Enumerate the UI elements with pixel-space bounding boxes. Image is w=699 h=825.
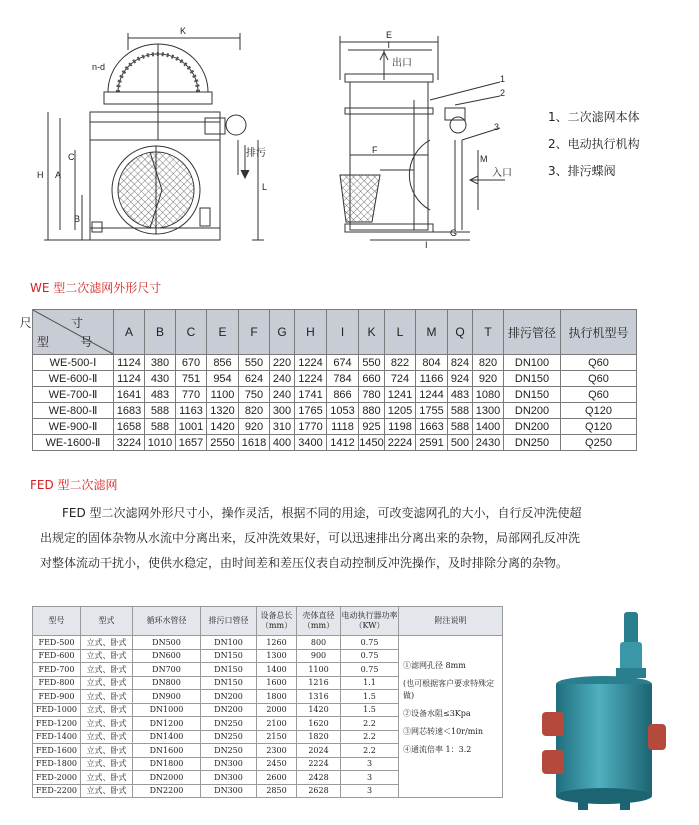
model-cell: FED-1800 — [33, 757, 81, 771]
table-cell: 1053 — [327, 403, 359, 419]
model-cell: WE-800-Ⅱ — [33, 403, 114, 419]
table-cell: Q60 — [561, 387, 637, 403]
fed-column-header: 电动执行器功率（KW） — [341, 607, 399, 636]
label-outlet: 出口 — [392, 58, 412, 69]
table-cell: 2100 — [257, 717, 297, 731]
table-cell: DN1400 — [133, 730, 201, 744]
table-cell: DN600 — [133, 649, 201, 663]
table-cell: 588 — [145, 419, 176, 435]
table-cell: 立式、卧式 — [81, 676, 133, 690]
table-cell: DN2000 — [133, 771, 201, 785]
table-cell: DN200 — [504, 419, 561, 435]
table-cell: DN300 — [201, 784, 257, 798]
fed-column-header: 循环水管径 — [133, 607, 201, 636]
table-cell: 824 — [448, 355, 473, 371]
fed-description-line: 对整体流动干扰小，使供水稳定，由时间差和差压仪表自动控制反冲洗操作，及时排除分离的杂物。 — [40, 556, 569, 570]
table-cell: 880 — [359, 403, 385, 419]
table-cell: DN150 — [504, 387, 561, 403]
table-cell: 2300 — [257, 744, 297, 758]
table-cell: 2224 — [297, 757, 341, 771]
table-row — [33, 419, 637, 435]
we-column-header: C — [176, 310, 207, 355]
table-cell: 800 — [297, 636, 341, 650]
table-cell: 770 — [176, 387, 207, 403]
we-column-header: I — [327, 310, 359, 355]
table-cell: 立式、卧式 — [81, 703, 133, 717]
table-cell: DN1600 — [133, 744, 201, 758]
fed-filter-product-photo — [538, 612, 670, 812]
table-cell: 483 — [448, 387, 473, 403]
table-cell: 550 — [239, 355, 270, 371]
we-column-header: M — [416, 310, 448, 355]
table-cell: 1420 — [297, 703, 341, 717]
model-cell: FED-1600 — [33, 744, 81, 758]
model-cell: FED-1000 — [33, 703, 81, 717]
table-cell: 2000 — [257, 703, 297, 717]
table-cell: DN300 — [201, 757, 257, 771]
table-cell: 430 — [145, 371, 176, 387]
table-cell: 1450 — [359, 436, 384, 449]
side-view-drawing — [44, 33, 264, 240]
model-cell: WE-600-Ⅱ — [33, 371, 114, 387]
table-cell: 784 — [327, 371, 359, 387]
label-nd: n-d — [92, 62, 106, 72]
table-cell: 1600 — [257, 676, 297, 690]
table-cell: 1118 — [327, 419, 359, 435]
table-cell: 2024 — [297, 744, 341, 758]
fed-section-title: FED 型二次滤网 — [30, 478, 118, 492]
table-cell: DN1800 — [133, 757, 201, 771]
fed-header-row — [33, 607, 503, 636]
table-cell: 1.5 — [341, 690, 399, 704]
model-cell: FED-1400 — [33, 730, 81, 744]
table-cell: DN1000 — [133, 703, 201, 717]
front-view-labels — [372, 30, 512, 250]
table-cell: 1001 — [176, 419, 207, 435]
legend-item: 1、二次滤网本体 — [548, 110, 640, 124]
table-cell: 1320 — [207, 403, 239, 419]
table-cell: DN100 — [504, 355, 561, 371]
table-cell: DN1200 — [133, 717, 201, 731]
we-header-model-label: 型 号 — [37, 335, 107, 349]
model-cell: FED-600 — [33, 649, 81, 663]
note-item: ③网芯转速＜10r/min — [403, 727, 483, 736]
table-cell: DN150 — [504, 371, 561, 387]
table-cell: 900 — [297, 649, 341, 663]
table-cell: 660 — [359, 371, 385, 387]
fed-column-header: 型式 — [81, 607, 133, 636]
table-cell: 300 — [270, 403, 295, 419]
table-cell: 1412 — [327, 435, 359, 451]
table-cell: 2150 — [257, 730, 297, 744]
table-cell: Q60 — [561, 371, 637, 387]
table-cell: DN150 — [201, 649, 257, 663]
drawing-legend — [548, 104, 640, 185]
table-cell: 1741 — [295, 387, 327, 403]
table-cell: 954 — [207, 371, 239, 387]
table-cell: 1124 — [114, 355, 145, 371]
table-cell: 1400 — [257, 663, 297, 677]
table-cell: Q250 — [561, 435, 637, 451]
table-cell: 780 — [359, 387, 385, 403]
table-cell: 1765 — [295, 403, 327, 419]
table-row — [33, 387, 637, 403]
label-inlet: 入口 — [492, 168, 512, 179]
we-column-header: A — [114, 310, 145, 355]
table-cell: 2.2 — [341, 730, 399, 744]
table-cell: DN900 — [133, 690, 201, 704]
table-cell: 1400 — [473, 419, 504, 435]
table-cell: 1300 — [473, 403, 504, 419]
table-cell: 2224 — [385, 435, 416, 451]
table-cell: DN2200 — [133, 784, 201, 798]
table-cell: 2430 — [473, 435, 504, 451]
table-cell: 1657 — [176, 435, 207, 451]
note-item: ②设备水阻≤3Kpa — [403, 709, 471, 718]
table-row — [33, 371, 637, 387]
fed-description-line: 出规定的固体杂物从水流中分离出来，反冲洗效果好，可以迅速排出分离出来的杂物，局部网孔反冲洗 — [40, 531, 581, 545]
table-cell: 550 — [359, 355, 385, 371]
table-cell: DN250 — [504, 435, 561, 451]
label-i: I — [425, 240, 428, 250]
model-cell: WE-700-Ⅱ — [33, 387, 114, 403]
table-cell: Q120 — [561, 419, 637, 435]
table-cell: 588 — [448, 403, 473, 419]
we-column-header: Q — [448, 310, 473, 355]
we-column-header: F — [239, 310, 270, 355]
table-cell: 1683 — [114, 403, 145, 419]
table-cell: 380 — [145, 355, 176, 371]
table-cell: 751 — [176, 371, 207, 387]
label-b: B — [74, 214, 81, 224]
model-cell: FED-900 — [33, 690, 81, 704]
table-cell: 920 — [239, 419, 270, 435]
legend-item: 2、电动执行机构 — [548, 137, 640, 151]
table-cell: 820 — [239, 403, 270, 419]
table-cell: 1224 — [295, 355, 327, 371]
table-cell: 483 — [145, 387, 176, 403]
label-e: E — [386, 30, 393, 40]
table-row — [33, 636, 503, 650]
we-column-header: E — [207, 310, 239, 355]
front-view-drawing — [340, 36, 505, 240]
table-row — [33, 403, 637, 419]
table-cell: 1216 — [297, 676, 341, 690]
table-cell: 2428 — [297, 771, 341, 785]
table-cell: 3224 — [114, 435, 145, 451]
table-cell: 0.75 — [341, 649, 399, 663]
table-cell: 立式、卧式 — [81, 771, 133, 785]
table-cell: 0.75 — [341, 663, 399, 677]
table-cell: 1100 — [297, 663, 341, 677]
table-cell: DN800 — [133, 676, 201, 690]
fed-description-line: FED 型二次滤网外形尺寸小，操作灵活，根据不同的用途，可改变滤网孔的大小，自行反冲洗使超 — [62, 506, 582, 520]
we-dimension-table — [19, 309, 637, 451]
table-cell: DN250 — [201, 744, 257, 758]
table-cell: DN300 — [201, 771, 257, 785]
table-cell: 1300 — [257, 649, 297, 663]
we-header-corner — [19, 310, 114, 355]
table-cell: 1260 — [257, 636, 297, 650]
note-item: ①滤网孔径 8mm — [403, 661, 466, 670]
table-cell: 1.5 — [341, 703, 399, 717]
table-cell: 856 — [207, 355, 239, 371]
table-cell: 2550 — [207, 435, 239, 451]
label-l: L — [262, 182, 268, 192]
table-cell: 670 — [176, 355, 207, 371]
label-m: M — [480, 154, 488, 164]
table-cell: 3 — [341, 784, 399, 798]
fed-column-header: 排污口管径 — [201, 607, 257, 636]
table-cell: 1316 — [297, 690, 341, 704]
table-cell: DN150 — [201, 676, 257, 690]
table-cell: 1641 — [114, 387, 145, 403]
model-cell: FED-500 — [33, 636, 81, 650]
table-cell: 1420 — [207, 419, 239, 435]
we-column-header: B — [145, 310, 176, 355]
fed-column-header: 附注说明 — [399, 607, 503, 636]
table-cell: 866 — [327, 387, 359, 403]
we-section-title: WE 型二次滤网外形尺寸 — [30, 281, 162, 295]
table-cell: Q60 — [561, 355, 637, 371]
table-cell: DN250 — [201, 730, 257, 744]
notes-cell — [399, 636, 503, 798]
model-cell: WE-1600-Ⅱ — [33, 435, 114, 451]
we-column-header: 排污管径 — [504, 310, 561, 355]
table-cell: 2591 — [416, 435, 448, 451]
model-cell: FED-1200 — [33, 717, 81, 731]
table-cell: 822 — [385, 355, 416, 371]
label-discharge: 排污 — [246, 148, 266, 159]
table-cell: 724 — [385, 371, 416, 387]
table-row — [33, 355, 637, 371]
table-cell: 220 — [270, 355, 295, 371]
label-f: F — [372, 145, 378, 155]
table-cell: 924 — [448, 371, 473, 387]
fed-column-header: 设备总长（mm） — [257, 607, 297, 636]
table-cell: 立式、卧式 — [81, 690, 133, 704]
table-cell: 1663 — [416, 419, 448, 435]
table-cell: 1100 — [207, 387, 239, 403]
label-g: G — [450, 228, 458, 238]
fed-column-header: 型号 — [33, 607, 81, 636]
table-cell: DN200 — [504, 403, 561, 419]
table-cell: 2450 — [257, 757, 297, 771]
table-cell: DN200 — [201, 703, 257, 717]
table-cell: DN200 — [201, 690, 257, 704]
table-cell: 624 — [239, 371, 270, 387]
table-cell: 2.2 — [341, 744, 399, 758]
table-cell: 1080 — [473, 387, 504, 403]
table-cell: 1620 — [297, 717, 341, 731]
note-item: ④通流倍率 1：3.2 — [403, 745, 472, 754]
note-item: (也可根据客户要求特殊定做) — [403, 679, 495, 700]
we-column-header: T — [473, 310, 504, 355]
table-cell: 立式、卧式 — [81, 649, 133, 663]
table-cell: 1198 — [385, 419, 416, 435]
we-column-header: K — [359, 310, 385, 355]
table-cell: DN150 — [201, 663, 257, 677]
table-cell: 1010 — [145, 435, 176, 451]
model-cell: WE-500-Ⅰ — [33, 355, 114, 371]
label-t: T — [386, 40, 392, 50]
fed-description — [40, 501, 600, 576]
label-a: A — [55, 170, 62, 180]
table-cell: 立式、卧式 — [81, 744, 133, 758]
table-cell: 1205 — [385, 403, 416, 419]
table-cell: 500 — [448, 435, 473, 451]
table-row — [33, 435, 637, 451]
table-cell: 400 — [270, 435, 295, 451]
table-cell: 2850 — [257, 784, 297, 798]
we-column-header: L — [385, 310, 416, 355]
table-cell: 925 — [359, 419, 385, 435]
table-cell: 588 — [145, 403, 176, 419]
legend-item: 3、排污蝶阀 — [548, 164, 616, 178]
label-k: K — [180, 26, 187, 36]
table-cell: 立式、卧式 — [81, 717, 133, 731]
table-cell: 1224 — [295, 371, 327, 387]
we-header-size-label: 尺 寸 — [19, 316, 101, 330]
table-cell: 1820 — [297, 730, 341, 744]
table-cell: 588 — [448, 419, 473, 435]
model-cell: FED-700 — [33, 663, 81, 677]
table-cell: 2600 — [257, 771, 297, 785]
table-cell: 立式、卧式 — [81, 757, 133, 771]
table-cell: DN250 — [201, 717, 257, 731]
table-cell: 1241 — [385, 387, 416, 403]
table-cell: 立式、卧式 — [81, 663, 133, 677]
table-cell: 2.2 — [341, 717, 399, 731]
table-cell: 674 — [327, 355, 359, 371]
table-cell: 1658 — [114, 419, 145, 435]
model-cell: WE-900-Ⅱ — [33, 419, 114, 435]
label-2: 2 — [500, 88, 506, 98]
table-cell: 3 — [341, 757, 399, 771]
table-cell: 1.1 — [341, 676, 399, 690]
table-cell: DN100 — [201, 636, 257, 650]
we-column-header: 执行机型号 — [561, 310, 637, 355]
table-cell: 240 — [270, 387, 295, 403]
we-header-row — [33, 310, 637, 355]
table-cell: 804 — [416, 355, 448, 371]
table-cell: 2628 — [297, 784, 341, 798]
fed-column-header: 壳体直径（mm） — [297, 607, 341, 636]
table-cell: 310 — [270, 419, 295, 435]
model-cell: FED-2000 — [33, 771, 81, 785]
table-cell: 1800 — [257, 690, 297, 704]
we-column-header: G — [270, 310, 295, 355]
table-cell: 立式、卧式 — [81, 784, 133, 798]
table-cell: 240 — [270, 371, 295, 387]
table-cell: 1618 — [239, 435, 270, 451]
model-cell: FED-2200 — [33, 784, 81, 798]
table-cell: 3 — [341, 771, 399, 785]
table-cell: 1244 — [416, 387, 448, 403]
table-cell: 1755 — [416, 403, 448, 419]
table-cell: 立式、卧式 — [81, 636, 133, 650]
table-cell: 1124 — [114, 371, 145, 387]
table-cell: 1770 — [295, 419, 327, 435]
table-cell: 920 — [473, 371, 504, 387]
fed-spec-table — [32, 606, 503, 798]
table-cell: 750 — [239, 387, 270, 403]
we-column-header: H — [295, 310, 327, 355]
table-cell: Q120 — [561, 403, 637, 419]
label-1: 1 — [500, 74, 506, 84]
table-cell: 立式、卧式 — [81, 730, 133, 744]
table-cell: 1163 — [176, 403, 207, 419]
label-h: H — [37, 170, 44, 180]
model-cell: FED-800 — [33, 676, 81, 690]
label-3: 3 — [494, 122, 500, 132]
table-cell: DN500 — [133, 636, 201, 650]
table-cell: 820 — [473, 355, 504, 371]
table-cell: 0.75 — [341, 636, 399, 650]
label-c: C — [68, 152, 75, 162]
table-cell: 1166 — [416, 371, 448, 387]
table-cell: DN700 — [133, 663, 201, 677]
table-cell: 3400 — [295, 435, 327, 451]
